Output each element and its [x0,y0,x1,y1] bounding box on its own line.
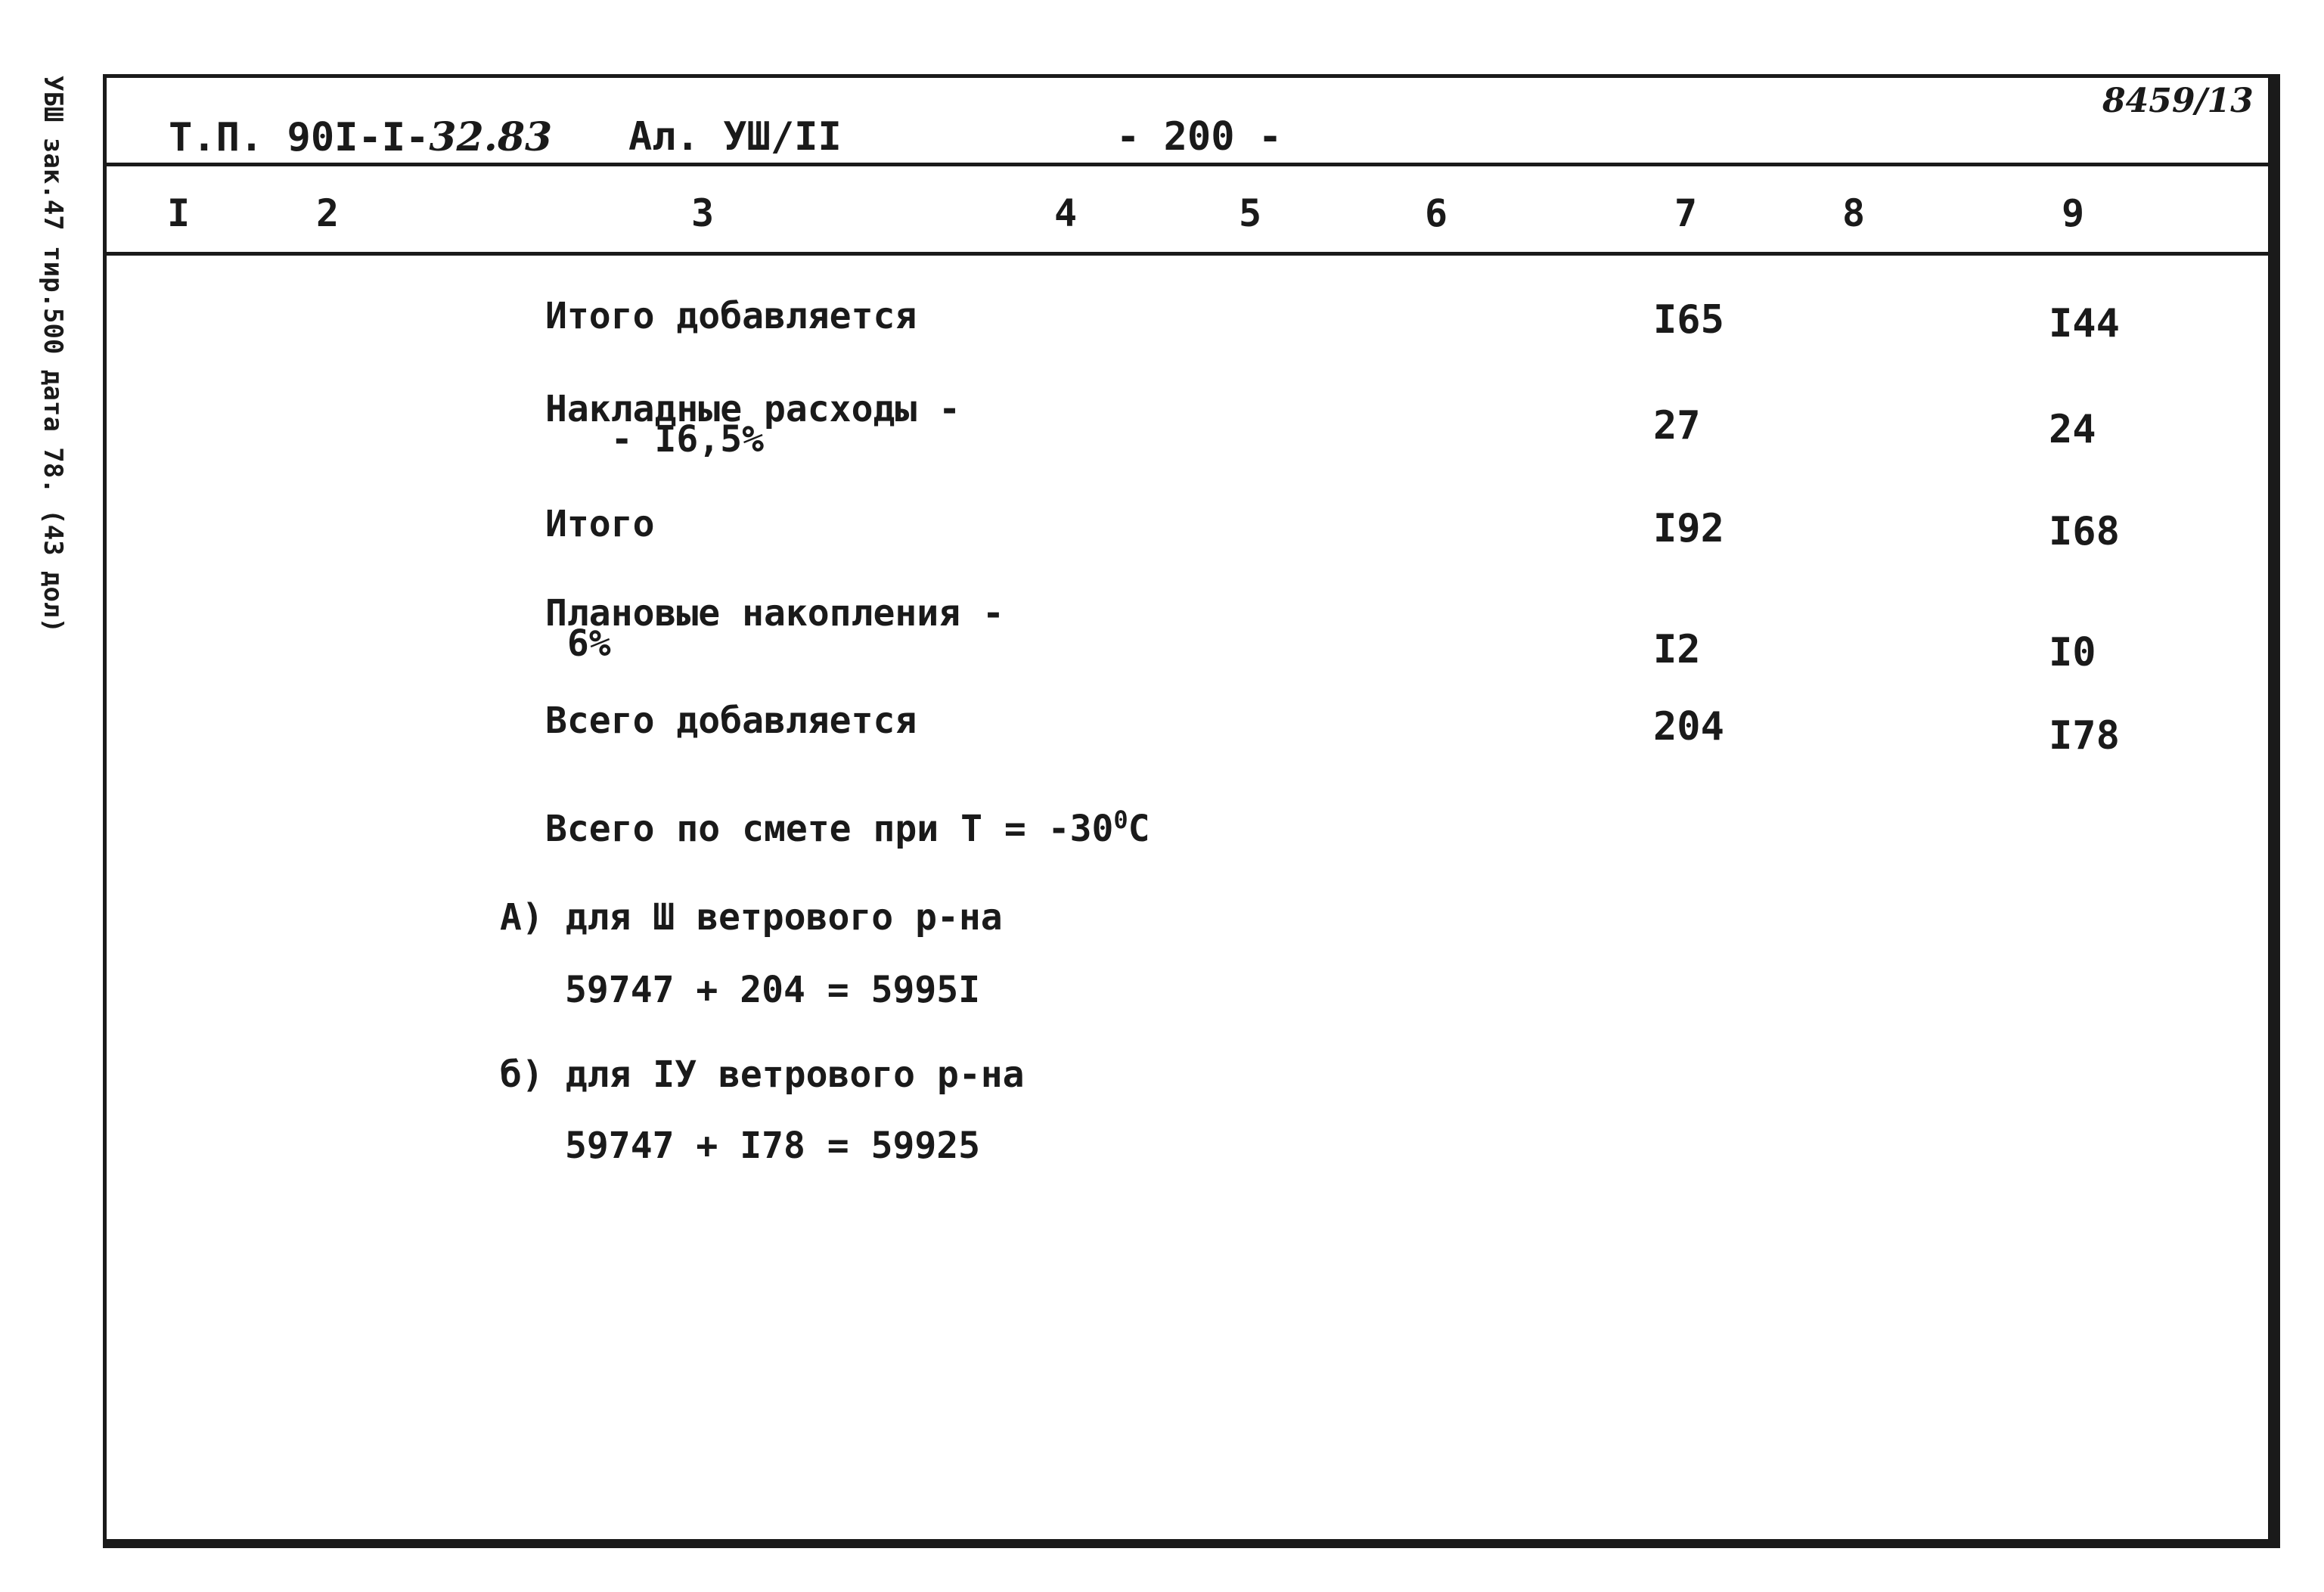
column-header-rule [107,252,2268,256]
header-rule [107,163,2268,166]
project-number [169,114,552,160]
row-label-total-added: Всего добавляется [545,700,917,742]
case-b-title: б) для IУ ветрового р-на [500,1054,1025,1096]
row-subtotal-col9: I68 [2049,509,2120,554]
archive-code: 8459/13 [2102,82,2254,120]
project-number-handwritten: 32.83 [429,114,553,160]
row-total-added-col9: I78 [2049,713,2120,759]
estimate-total-text: Всего по смете при Т = -30 [545,808,1114,850]
album-number: Ал. УШ/II [628,114,842,160]
row-label-subtotal-added: Итого добавляется [545,295,917,337]
case-b-formula: 59747 + I78 = 59925 [565,1125,981,1167]
row-overhead-col9: 24 [2049,407,2096,452]
margin-print-note [30,76,76,633]
column-number-1: I [166,191,191,235]
estimate-total-unit: С [1128,808,1150,850]
document-frame [103,74,2280,1548]
row-subtotal-added-col7: I65 [1653,297,1724,343]
column-number-5: 5 [1238,191,1262,235]
page-number: - 200 - [1116,114,1283,160]
column-number-9: 9 [2061,191,2085,235]
row-subtotal-col7: I92 [1653,506,1724,551]
row-label-overhead: Накладные расходы - - I6,5% [545,388,961,461]
case-a-formula: 59747 + 204 = 5995I [565,969,981,1011]
column-number-7: 7 [1674,191,1698,235]
margin-print-note-text: УБШ зак.47 тир.500 дата 78. (43 дол) [38,76,68,633]
column-number-2: 2 [315,191,340,235]
project-number-printed: Т.П. 90I-I- [169,115,430,160]
estimate-total-degree: 0 [1113,805,1128,834]
column-number-3: 3 [690,191,715,235]
row-subtotal-added-col9: I44 [2049,301,2120,346]
row-label-subtotal: Итого [545,503,655,545]
column-number-6: 6 [1424,191,1448,235]
row-planned-savings-col9: I0 [2049,630,2096,675]
row-label-planned-savings: Плановые накопления - 6% [545,592,1004,665]
row-planned-savings-col7: I2 [1653,627,1701,672]
column-number-4: 4 [1053,191,1078,235]
estimate-total-heading [545,805,1150,850]
row-overhead-col7: 27 [1653,403,1701,448]
case-a-title: А) для Ш ветрового р-на [500,896,1003,939]
column-number-8: 8 [1842,191,1866,235]
row-total-added-col7: 204 [1653,704,1724,749]
